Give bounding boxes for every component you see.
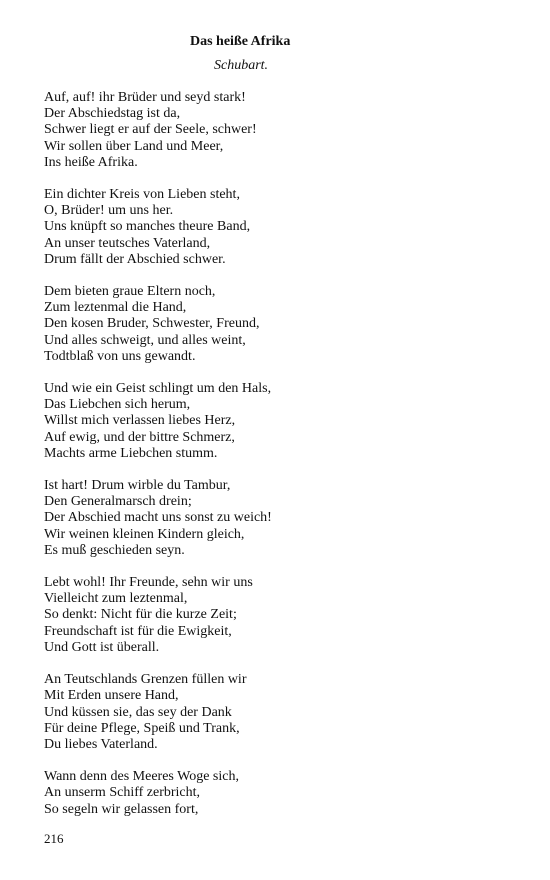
stanza-4 xyxy=(44,381,524,462)
poem-line: Auf ewig, und der bittre Schmerz, xyxy=(44,429,235,445)
stanza-6 xyxy=(44,575,524,656)
poem-line: Du liebes Vaterland. xyxy=(44,736,158,752)
poem-line: Der Abschied macht uns sonst zu weich! xyxy=(44,510,272,526)
poem-line: An unser teutsches Vaterland, xyxy=(44,235,211,251)
page-number: 216 xyxy=(44,831,64,846)
poem-line: Lebt wohl! Ihr Freunde, sehn wir uns xyxy=(44,575,253,591)
poem-line: Und küssen sie, das sey der Dank xyxy=(44,704,232,720)
poem-line: An Teutschlands Grenzen füllen wir xyxy=(44,672,247,688)
poem-line: Und wie ein Geist schlingt um den Hals, xyxy=(44,381,272,397)
poem-line: Ist hart! Drum wirble du Tambur, xyxy=(44,478,231,494)
poem-line: Dem bieten graue Eltern noch, xyxy=(44,284,216,300)
poem-line: Zum leztenmal die Hand, xyxy=(44,300,187,316)
poem-line: Den kosen Bruder, Schwester, Freund, xyxy=(44,316,260,332)
poem-line: So denkt: Nicht für die kurze Zeit; xyxy=(44,607,237,623)
stanza-8 xyxy=(44,769,524,818)
stanza-3 xyxy=(44,284,524,365)
stanza-2 xyxy=(44,187,524,268)
poem-line: Schwer liegt er auf der Seele, schwer! xyxy=(44,122,257,138)
poem-line: Freundschaft ist für die Ewigkeit, xyxy=(44,623,232,639)
poem-line: An unserm Schiff zerbricht, xyxy=(44,785,201,801)
poem-line: Es muß geschieden seyn. xyxy=(44,542,185,558)
poem-body xyxy=(44,90,524,834)
poem-line: Vielleicht zum leztenmal, xyxy=(44,591,188,607)
poem-line: Ein dichter Kreis von Lieben steht, xyxy=(44,187,240,203)
poem-line: Den Generalmarsch drein; xyxy=(44,494,192,510)
stanza-1 xyxy=(44,90,524,171)
poem-title: Das heiße Afrika xyxy=(190,34,291,49)
poem-line: Uns knüpft so manches theure Band, xyxy=(44,219,251,235)
poem-line: Ins heiße Afrika. xyxy=(44,154,138,170)
poem-line: Wann denn des Meeres Woge sich, xyxy=(44,769,239,785)
poem-line: Todtblaß von uns gewandt. xyxy=(44,348,196,364)
poem-line: Willst mich verlassen liebes Herz, xyxy=(44,413,236,429)
poem-line: Machts arme Liebchen stumm. xyxy=(44,445,218,461)
poem-line: Wir sollen über Land und Meer, xyxy=(44,138,224,154)
poem-line: So segeln wir gelassen fort, xyxy=(44,801,199,817)
stanza-7 xyxy=(44,672,524,753)
stanza-5 xyxy=(44,478,524,559)
poem-line: Auf, auf! ihr Brüder und seyd stark! xyxy=(44,90,246,105)
poem-author: Schubart. xyxy=(214,58,269,73)
poem-line: Und alles schweigt, und alles weint, xyxy=(44,332,246,348)
poem-line: Für deine Pflege, Speiß und Trank, xyxy=(44,720,240,736)
poem-line: Wir weinen kleinen Kindern gleich, xyxy=(44,526,245,542)
poem-line: Mit Erden unsere Hand, xyxy=(44,688,179,704)
poem-line: Und Gott ist überall. xyxy=(44,639,160,655)
poem-line: O, Brüder! um uns her. xyxy=(44,203,174,219)
poem-line: Das Liebchen sich herum, xyxy=(44,397,191,413)
poem-line: Der Abschiedstag ist da, xyxy=(44,106,181,122)
poem-line: Drum fällt der Abschied schwer. xyxy=(44,251,226,267)
